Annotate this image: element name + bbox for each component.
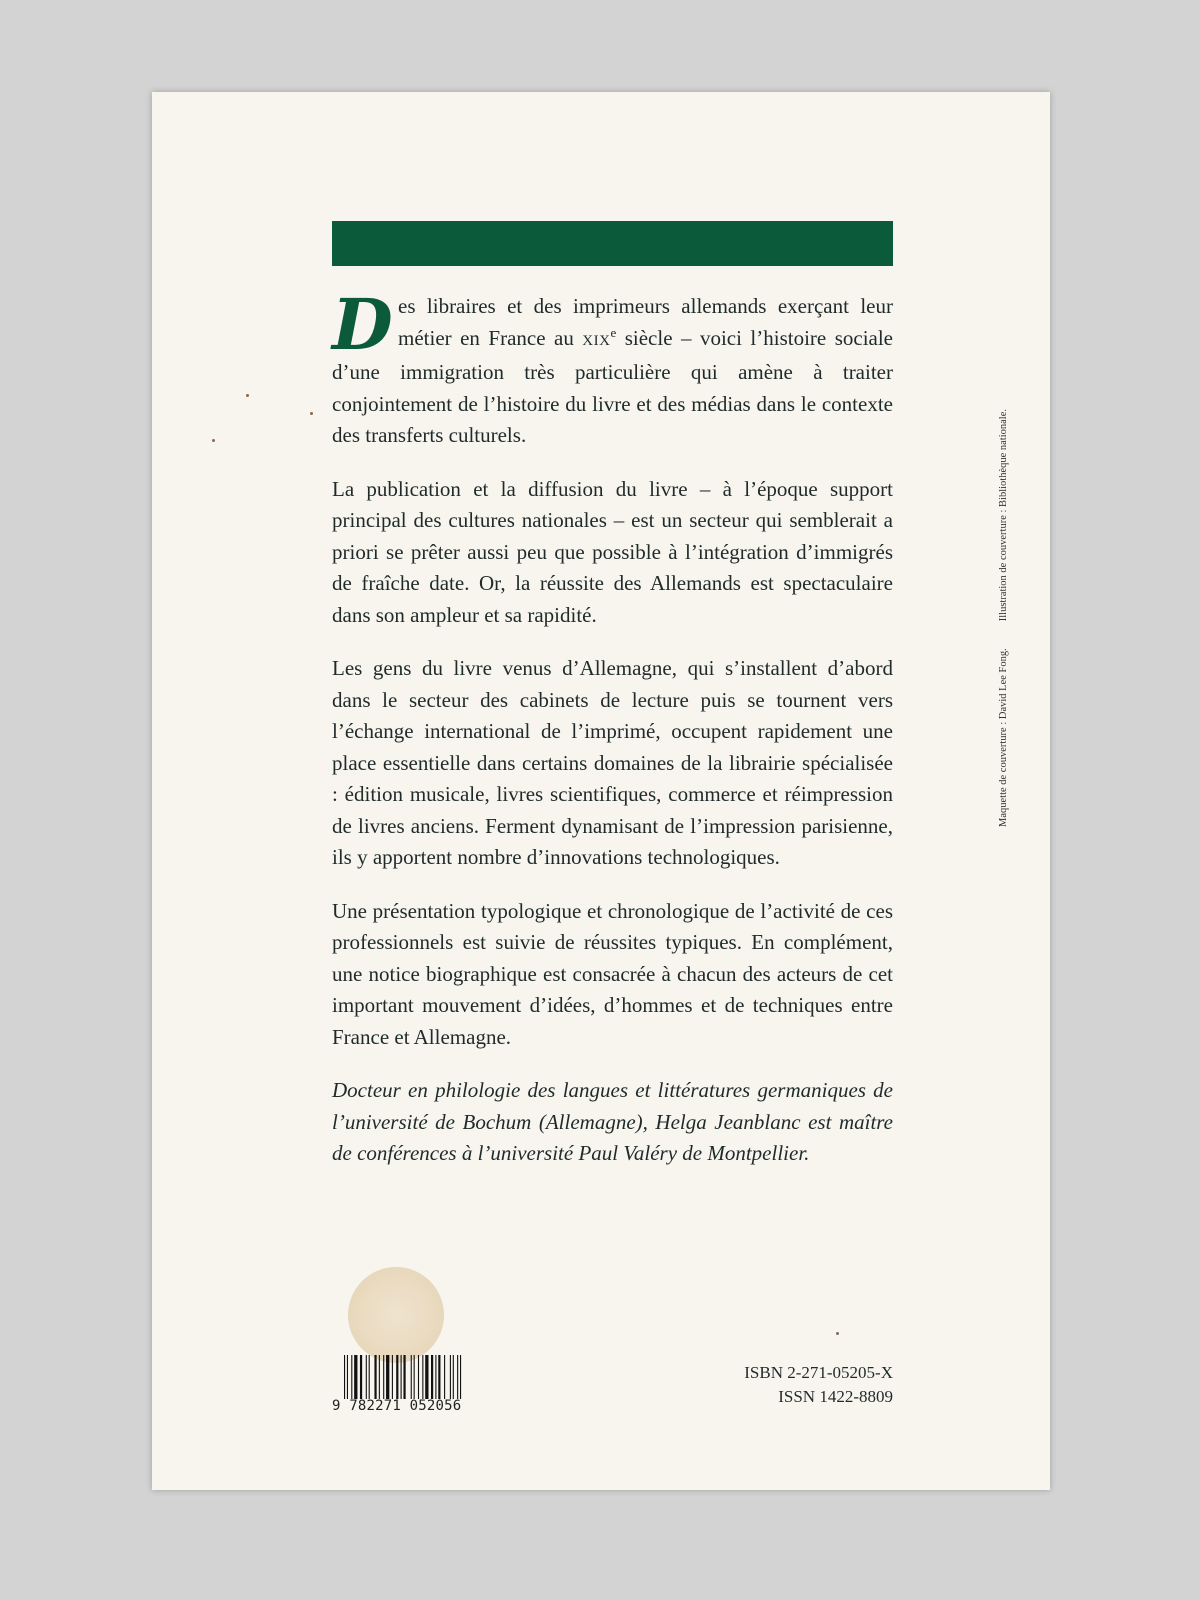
isbn-block xyxy=(712,1361,893,1409)
barcode-bar xyxy=(344,1355,345,1399)
barcode-bar xyxy=(438,1355,440,1399)
paper-speck xyxy=(836,1332,839,1335)
barcode-bar xyxy=(403,1355,405,1399)
barcode-bar xyxy=(425,1355,428,1399)
paragraph-presentation: Une présentation typologique et chronologique de l’activité de ces professionnels est suivie de réussites typiques. En complément, une notice biographique est consacrée à chacun des acteurs de cet important mouvement d’idées, d’hommes et de techniques entre France et Allemagne. xyxy=(332,898,893,1049)
barcode-bar xyxy=(414,1355,415,1399)
barcode-bar xyxy=(431,1355,433,1399)
barcode-bar xyxy=(418,1355,419,1399)
barcode-bar xyxy=(379,1355,380,1399)
book-back-cover xyxy=(152,92,1050,1490)
paper-speck xyxy=(212,439,215,442)
issn-number: ISSN 1422-8809 xyxy=(778,1387,893,1406)
barcode-bar xyxy=(369,1355,370,1399)
intro-paragraph xyxy=(332,283,893,452)
barcode-bar xyxy=(411,1355,412,1399)
barcode-bar xyxy=(366,1355,367,1399)
barcode-bar xyxy=(435,1355,436,1399)
barcode-bars xyxy=(344,1355,507,1399)
barcode-bar xyxy=(374,1355,376,1399)
barcode-bar xyxy=(392,1355,393,1399)
blurb-text xyxy=(332,283,893,1192)
barcode-bar xyxy=(386,1355,389,1399)
intro-text-end: siècle – voici l’histoire sociale d’une immigration très particulière qui amène à traiter conjointement de l’histoire du livre et des médias dans le contexte des transferts culturels. xyxy=(332,325,893,447)
barcode-bar xyxy=(396,1355,398,1399)
century-suffix: e xyxy=(610,324,617,340)
paragraph-publication: La publication et la diffusion du livre – à l’époque support principal des cultures nationales – est un secteur qui semblerait a priori se prêter aussi peu que possible à l’intégration d’immigrés de fraîche date. Or, la réussite des Allemands est spectaculaire dans son ampleur et sa rapidité. xyxy=(332,476,893,627)
barcode-bar xyxy=(422,1355,423,1399)
barcode-bar xyxy=(347,1355,348,1399)
barcode-digits: 9 782271 052056 xyxy=(332,1398,462,1414)
barcode-bar xyxy=(401,1355,402,1399)
green-header-band xyxy=(332,221,893,266)
ornamental-dropcap: D xyxy=(332,283,393,366)
author-bio: Docteur en philologie des langues et littératures germaniques de l’université de Bochum (Allemagne), Helga Jeanblanc est maître de conférences à l’université Paul Valéry de Montpellier. xyxy=(332,1078,893,1165)
century-numeral: XIX xyxy=(582,332,611,349)
paper-speck xyxy=(246,394,249,397)
credit-illustration: Illustration de couverture : Bibliothèque nationale. xyxy=(998,408,1009,622)
paper-stain xyxy=(348,1267,444,1363)
vertical-credits xyxy=(994,307,1014,827)
credit-design: Maquette de couverture : David Lee Fong. xyxy=(998,648,1009,827)
barcode-bar xyxy=(460,1355,461,1399)
isbn-number: ISBN 2-271-05205-X xyxy=(744,1363,893,1382)
barcode-bar xyxy=(383,1355,384,1399)
barcode-bar xyxy=(444,1355,445,1399)
paper-speck xyxy=(310,412,313,415)
intro-text-start: es libraires et des imprimeurs allemands exerçant leur métier en France au xyxy=(398,294,893,350)
barcode-bar xyxy=(450,1355,451,1399)
barcode-bar xyxy=(453,1355,454,1399)
barcode xyxy=(332,1355,507,1415)
barcode-bar xyxy=(351,1355,352,1399)
barcode-bar xyxy=(457,1355,458,1399)
barcode-bar xyxy=(360,1355,362,1399)
barcode-bar xyxy=(354,1355,357,1399)
paragraph-gens-du-livre: Les gens du livre venus d’Allemagne, qui s’installent d’abord dans le secteur des cabinets de lecture puis se tournent vers l’échange international de l’imprimé, occupent rapidement une place essentielle dans certains domaines de la librairie spécialisée : édition musicale, livres scientifiques, commerce et réimpression de livres anciens. Ferment dynamisant de l’impression parisienne, ils y apportent nombre d’innovations technologiques. xyxy=(332,656,893,869)
